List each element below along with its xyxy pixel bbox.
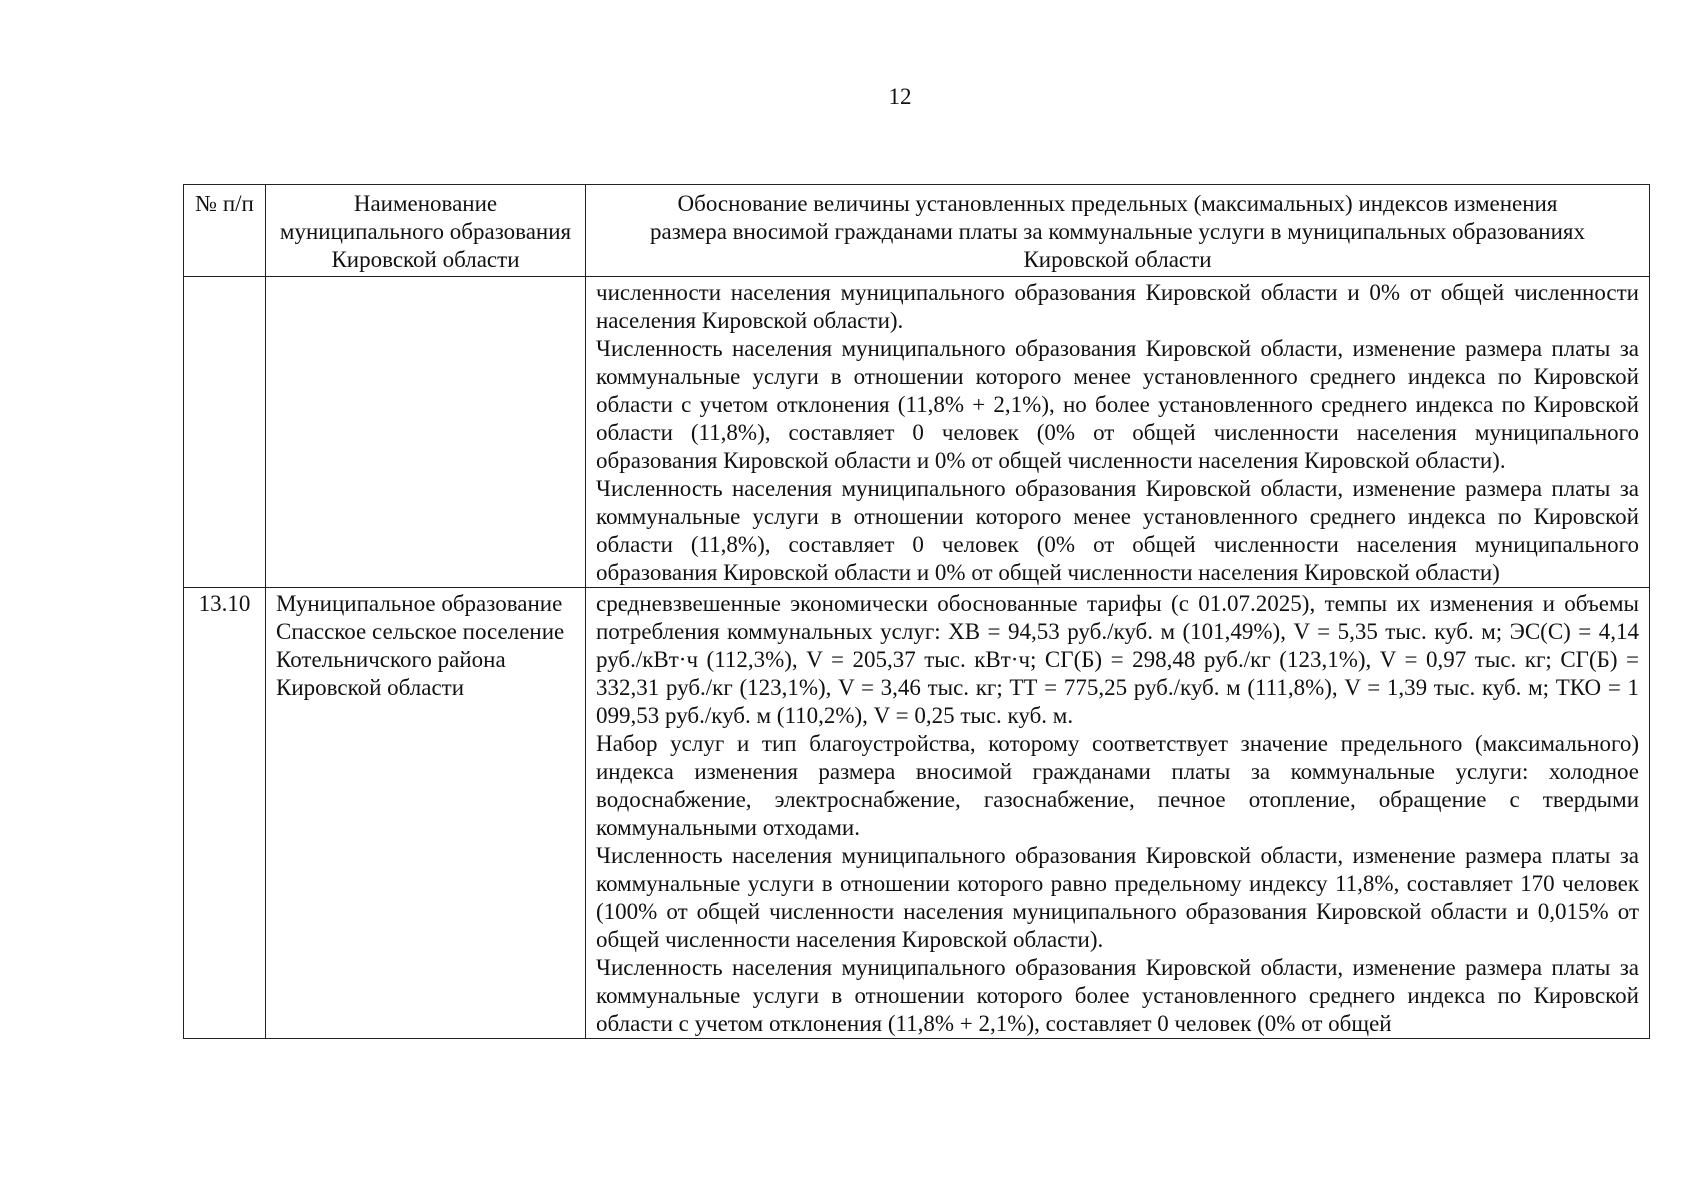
justification-cell bbox=[586, 277, 1650, 588]
justification-paragraph: Набор услуг и тип благоустройства, которому соответствует значение предельного (максимального) индекса изменения размера вносимой гражданами платы за коммунальные услуги: холодное водоснабжение, электроснабжение, газоснабжение, печное отопление, обращение с твердыми коммунальными отходами. bbox=[596, 731, 1639, 840]
justification-paragraph: Численность населения муниципального образования Кировской области, изменение размера платы за коммунальные услуги в отношении которого более установленного среднего индекса по Кировской области с учетом отклонения (11,8% + 2,1%), составляет 0 человек (0% от общей bbox=[596, 955, 1639, 1036]
justification-paragraph: Численность населения муниципального образования Кировской области, изменение размера платы за коммунальные услуги в отношении которого менее установленного среднего индекса по Кировской области с учетом отклонения (11,8% + 2,1%), но более установленного среднего индекса по Кировской области (11,8%), составляет 0 человек (0% от общей численности населения муниципального образования Кировской области и 0% от общей численности населения Кировской области). bbox=[596, 336, 1639, 473]
header-name-label: Наименование муниципального образования Кировской области bbox=[279, 191, 572, 272]
header-justification-label: Обоснование величины установленных предельных (максимальных) индексов изменения размера вносимой гражданами платы за коммунальные услуги в муниципальных образованиях Кировской области bbox=[649, 191, 1585, 272]
justification-table bbox=[183, 184, 1650, 1039]
justification-paragraph: средневзвешенные экономически обоснованные тарифы (с 01.07.2025), темпы их изменения и объемы потребления коммунальных услуг: ХВ = 94,53 руб./куб. м (101,49%), V = 5,35 тыс. куб. м; ЭС(С) = 4,14 руб./кВт·ч (112,3%), V = 205,37 тыс. кВт·ч; СГ(Б) = 298,48 руб./кг (123,1%), V = 0,97 тыс. кг; СГ(Б) = 332,31 руб./кг (123,1%), V = 3,46 тыс. кг; ТТ = 775,25 руб./куб. м (111,8%), V = 1,39 тыс. куб. м; ТКО = 1 099,53 руб./куб. м (110,2%), V = 0,25 тыс. куб. м. bbox=[596, 591, 1639, 728]
justification-cell bbox=[586, 588, 1650, 1039]
header-num-label: № п/п bbox=[195, 191, 254, 216]
municipality-name: Муниципальное образование Спасское сельское поселение Котельничского района Кировской области bbox=[276, 591, 565, 700]
row-number-cell bbox=[184, 277, 266, 588]
header-row bbox=[184, 185, 1650, 277]
table-header bbox=[184, 185, 1650, 277]
header-cell-num bbox=[184, 185, 266, 277]
page-number: 12 bbox=[888, 84, 912, 109]
justification-paragraph: Численность населения муниципального образования Кировской области, изменение размера платы за коммунальные услуги в отношении которого менее установленного среднего индекса по Кировской области (11,8%), составляет 0 человек (0% от общей численности населения муниципального образования Кировской области и 0% от общей численности населения Кировской области) bbox=[596, 476, 1639, 585]
table-body bbox=[184, 277, 1650, 1039]
municipality-name-cell bbox=[266, 277, 586, 588]
row-number: 13.10 bbox=[198, 591, 251, 616]
header-cell-name bbox=[266, 185, 586, 277]
row-number-cell bbox=[184, 588, 266, 1039]
table-row bbox=[184, 588, 1650, 1039]
justification-paragraph: численности населения муниципального образования Кировской области и 0% от общей численности населения Кировской области). bbox=[596, 280, 1639, 333]
justification-paragraph: Численность населения муниципального образования Кировской области, изменение размера платы за коммунальные услуги в отношении которого равно предельному индексу 11,8%, составляет 170 человек (100% от общей численности населения муниципального образования Кировской области и 0,015% от общей численности населения Кировской области). bbox=[596, 843, 1639, 952]
municipality-name-cell bbox=[266, 588, 586, 1039]
table-row bbox=[184, 277, 1650, 588]
header-cell-justification bbox=[586, 185, 1650, 277]
